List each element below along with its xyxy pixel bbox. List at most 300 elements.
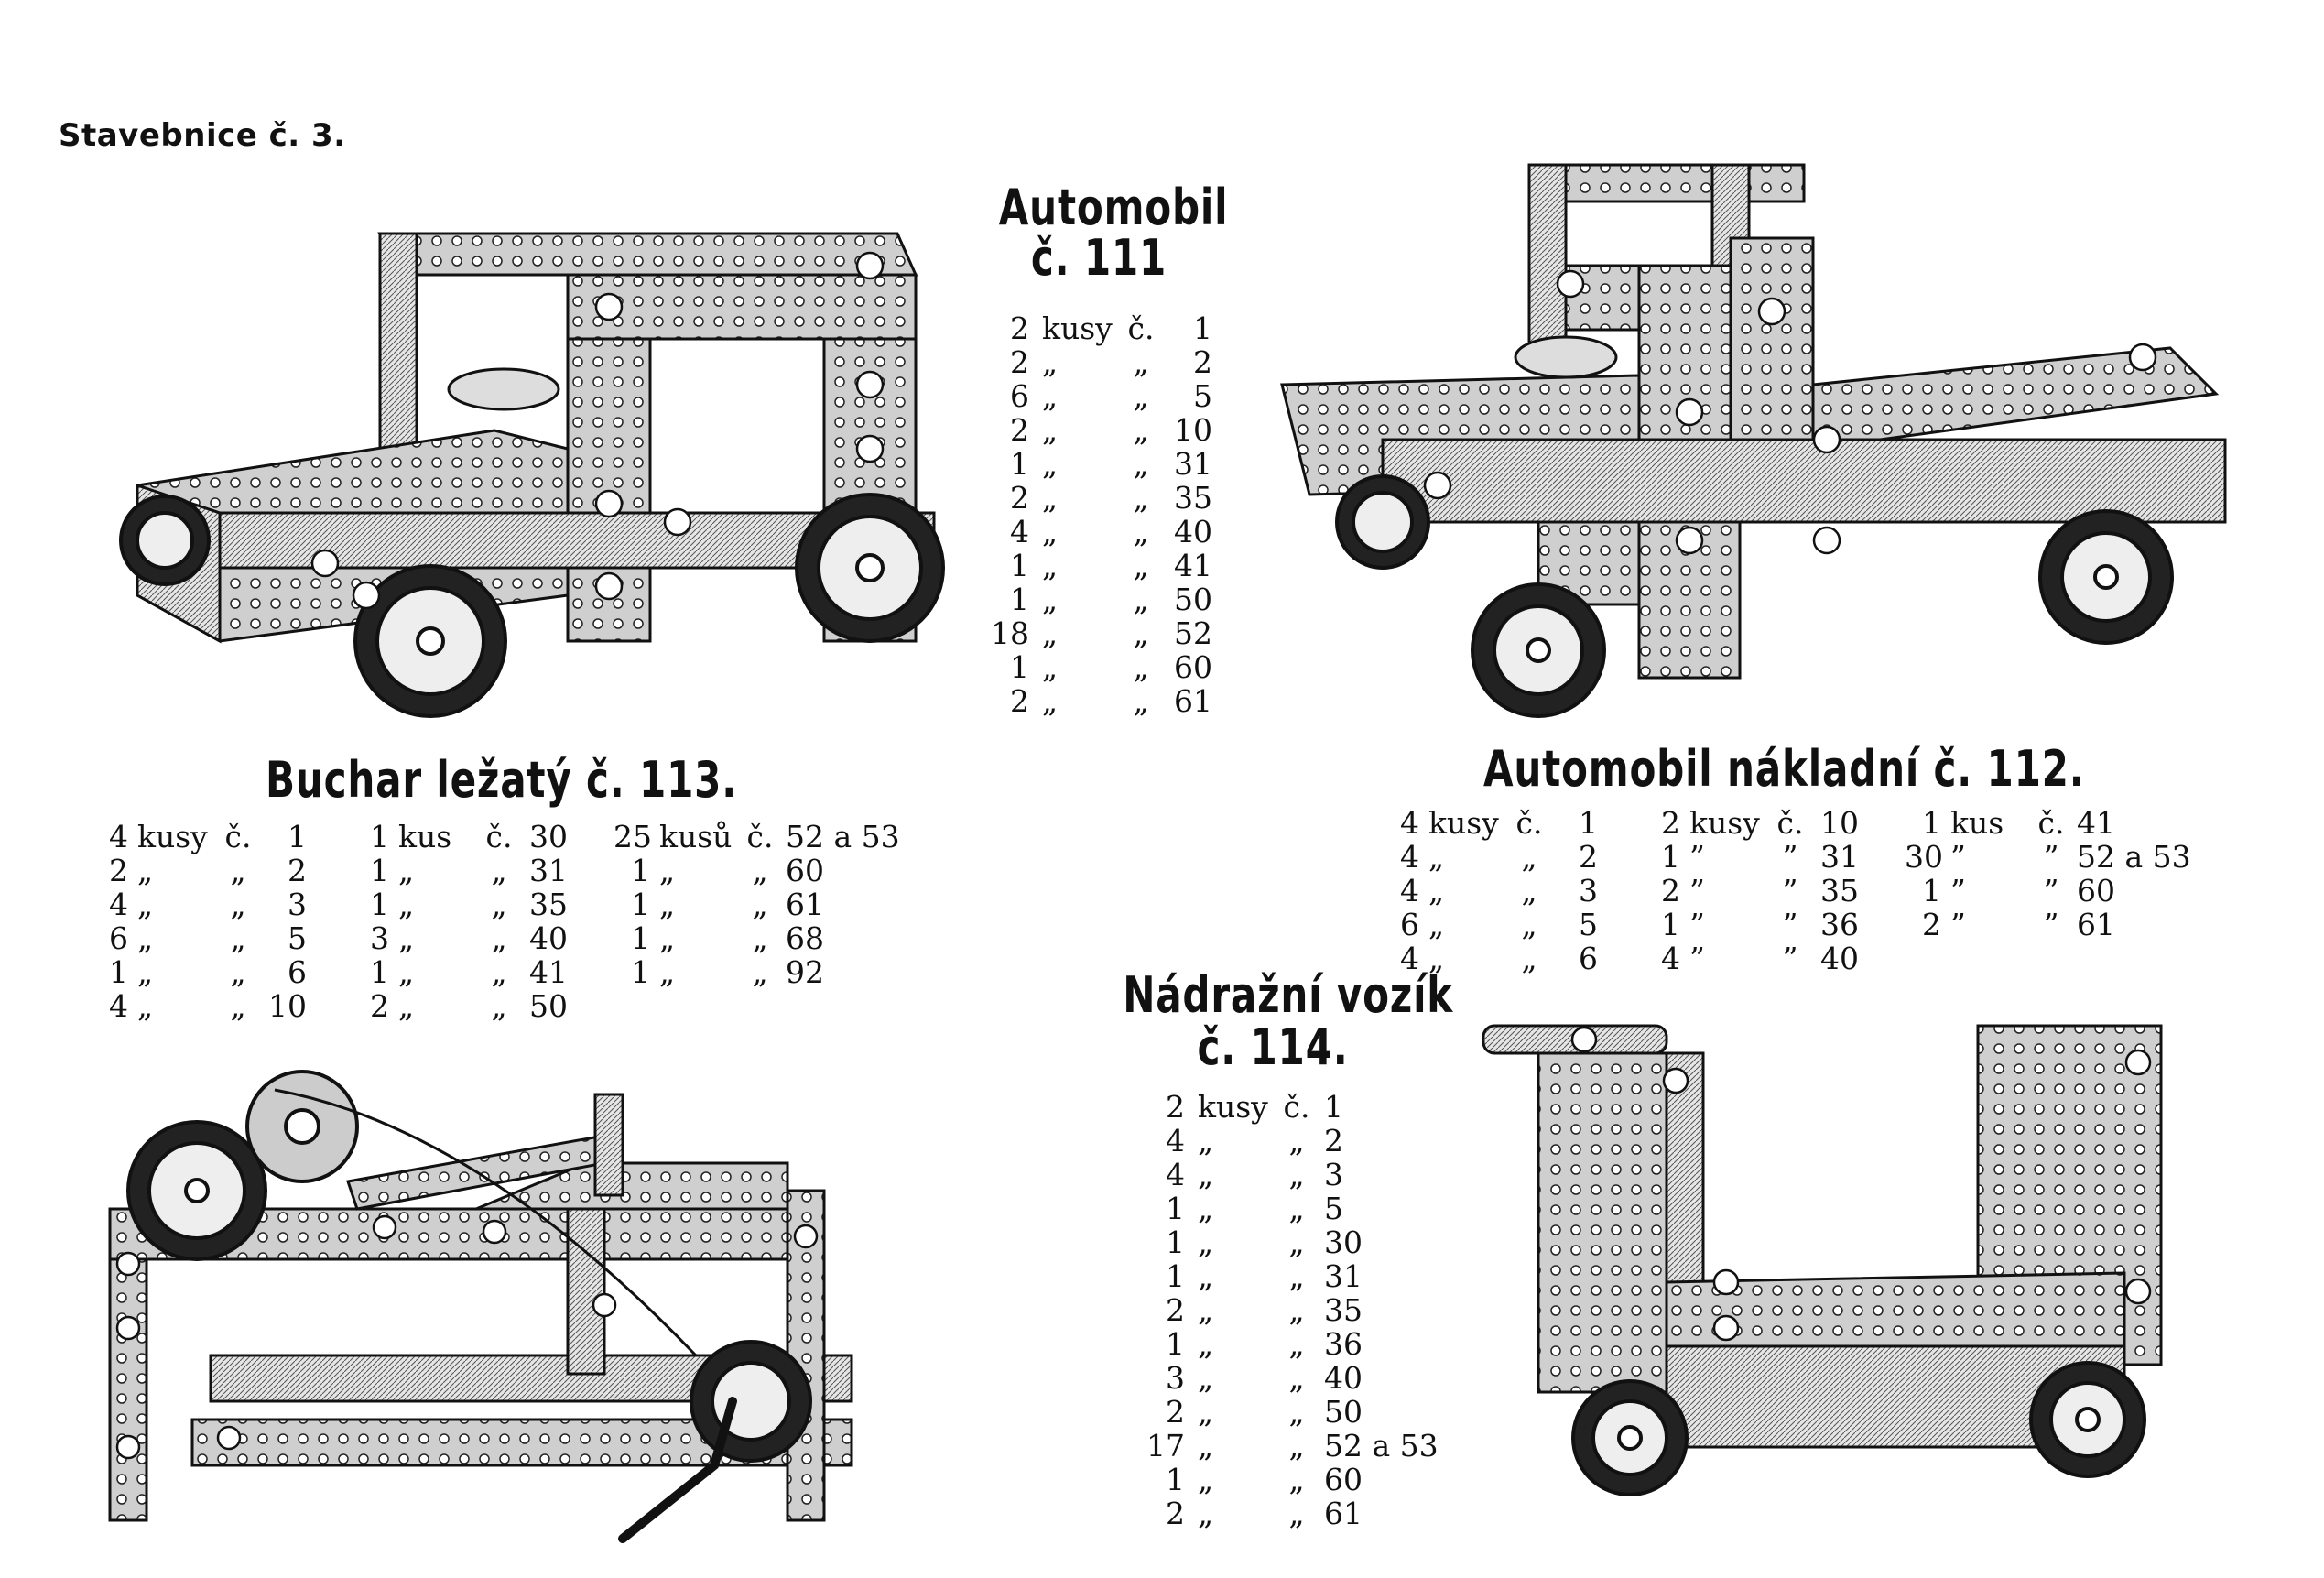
part-prefix: „	[230, 853, 246, 888]
parts-row	[1145, 1124, 1452, 1158]
part-number: 36	[1820, 907, 1859, 942]
part-prefix: „	[1288, 1123, 1305, 1159]
part-unit: kusy	[137, 819, 208, 854]
part-unit: „	[1042, 649, 1059, 685]
part-quantity: 1	[1166, 1191, 1185, 1226]
parts-row	[1145, 1463, 1452, 1496]
part-prefix: „	[1288, 1462, 1305, 1497]
part-unit: „	[1428, 941, 1445, 976]
model-111-parts-list	[989, 311, 1212, 718]
model-112-title: Automobil nákladní č. 112.	[1483, 740, 2085, 798]
parts-row	[92, 854, 343, 887]
part-number: 1	[1579, 805, 1598, 841]
part-number: 5	[1579, 907, 1598, 942]
part-quantity: 1	[370, 819, 389, 854]
part-prefix: „	[1133, 548, 1149, 583]
parts-row	[1145, 1225, 1452, 1259]
car-illustration	[64, 211, 980, 724]
model-113-title: Buchar ležatý č. 113.	[266, 751, 738, 809]
part-number: 52 a 53	[786, 819, 900, 854]
part-number: 5	[1324, 1191, 1343, 1226]
part-quantity: 1	[1010, 582, 1029, 617]
part-prefix: č.	[1127, 310, 1155, 346]
part-unit: „	[1198, 1496, 1214, 1531]
parts-row	[1644, 908, 1895, 941]
part-number: 61	[786, 887, 824, 922]
part-quantity: 1	[370, 887, 389, 922]
part-number: 61	[1324, 1496, 1363, 1531]
parts-row	[1905, 806, 2196, 840]
model-112-parts-col1	[1383, 806, 1634, 975]
part-prefix: „	[1288, 1360, 1305, 1396]
part-unit: „	[1198, 1157, 1214, 1192]
part-number: 31	[529, 853, 568, 888]
part-unit: „	[1198, 1191, 1214, 1226]
part-unit: „	[398, 988, 415, 1024]
part-prefix: „	[1133, 412, 1149, 448]
part-unit: kus	[398, 819, 452, 854]
part-unit: „	[1042, 480, 1059, 516]
part-number: 52 a 53	[2077, 839, 2191, 875]
part-number: 2	[1579, 839, 1598, 875]
model-114-title: Nádražní vozík	[1123, 966, 1454, 1024]
parts-row	[989, 515, 1212, 549]
parts-row	[614, 955, 905, 989]
part-prefix: „	[1288, 1428, 1305, 1464]
part-quantity: 1	[1010, 649, 1029, 685]
parts-row	[92, 955, 343, 989]
part-prefix: ”	[1782, 941, 1798, 976]
parts-row	[1644, 874, 1895, 908]
part-unit: „	[137, 887, 154, 922]
part-prefix: „	[1133, 446, 1149, 482]
part-unit: „	[1198, 1123, 1214, 1159]
part-quantity: 3	[1166, 1360, 1185, 1396]
parts-row	[92, 921, 343, 955]
parts-row	[353, 820, 604, 854]
part-unit: „	[1198, 1258, 1214, 1294]
part-unit: ”	[1689, 873, 1705, 909]
part-prefix: „	[1288, 1224, 1305, 1260]
part-prefix: č.	[224, 819, 252, 854]
part-quantity: 2	[1661, 873, 1680, 909]
part-prefix: „	[491, 920, 507, 956]
part-quantity: 2	[1010, 683, 1029, 719]
parts-row	[1905, 840, 2196, 874]
part-quantity: 1	[631, 954, 650, 990]
part-unit: „	[1428, 839, 1445, 875]
part-prefix: č.	[2037, 805, 2065, 841]
part-number: 6	[288, 954, 307, 990]
part-prefix: č.	[746, 819, 774, 854]
part-unit: „	[398, 954, 415, 990]
part-prefix: ”	[2043, 873, 2059, 909]
part-number: 31	[1174, 446, 1212, 482]
part-prefix: č.	[1283, 1089, 1310, 1125]
part-quantity: 2	[109, 853, 128, 888]
model-113-parts-col1	[92, 820, 343, 1023]
part-prefix: „	[1288, 1157, 1305, 1192]
parts-row	[1145, 1496, 1452, 1530]
part-prefix: „	[1288, 1326, 1305, 1362]
part-number: 40	[1820, 941, 1859, 976]
part-prefix: ”	[1782, 839, 1798, 875]
part-quantity: 4	[1166, 1123, 1185, 1159]
part-prefix: „	[491, 988, 507, 1024]
parts-row	[1383, 874, 1634, 908]
part-unit: „	[1428, 873, 1445, 909]
part-prefix: „	[491, 853, 507, 888]
part-prefix: „	[1133, 480, 1149, 516]
part-number: 1	[288, 819, 307, 854]
part-number: 10	[1820, 805, 1859, 841]
part-quantity: 1	[1166, 1462, 1185, 1497]
part-prefix: „	[1133, 649, 1149, 685]
part-quantity: 1	[631, 887, 650, 922]
part-prefix: č.	[1515, 805, 1543, 841]
part-number: 5	[288, 920, 307, 956]
parts-row	[989, 582, 1212, 616]
parts-row	[614, 921, 905, 955]
parts-row	[1383, 806, 1634, 840]
part-number: 6	[1579, 941, 1598, 976]
part-quantity: 1	[1166, 1326, 1185, 1362]
part-number: 50	[1324, 1394, 1363, 1430]
part-prefix: „	[230, 920, 246, 956]
part-prefix: „	[1521, 839, 1537, 875]
parts-row	[989, 616, 1212, 650]
part-quantity: 1	[370, 954, 389, 990]
part-prefix: ”	[2043, 839, 2059, 875]
part-unit: „	[1042, 446, 1059, 482]
part-quantity: 18	[991, 615, 1029, 651]
part-unit: kusů	[659, 819, 733, 854]
part-number: 60	[1324, 1462, 1363, 1497]
parts-row	[614, 820, 905, 854]
part-prefix: „	[1288, 1258, 1305, 1294]
parts-row	[989, 379, 1212, 413]
part-unit: „	[137, 954, 154, 990]
parts-row	[1644, 806, 1895, 840]
parts-row	[1145, 1192, 1452, 1225]
part-unit: kus	[1950, 805, 2004, 841]
part-quantity: 4	[109, 887, 128, 922]
parts-row	[1145, 1090, 1452, 1124]
part-unit: „	[659, 887, 676, 922]
part-unit: „	[1042, 514, 1059, 550]
part-number: 50	[529, 988, 568, 1024]
model-113-parts	[92, 820, 905, 1023]
part-prefix: „	[1521, 907, 1537, 942]
part-number: 92	[786, 954, 824, 990]
part-number: 60	[786, 853, 824, 888]
part-prefix: „	[1133, 683, 1149, 719]
part-quantity: 1	[109, 954, 128, 990]
part-prefix: „	[752, 954, 768, 990]
parts-row	[353, 921, 604, 955]
part-quantity: 2	[1010, 480, 1029, 516]
part-number: 3	[1579, 873, 1598, 909]
part-unit: ”	[1950, 907, 1966, 942]
part-unit: „	[137, 920, 154, 956]
part-quantity: 1	[631, 853, 650, 888]
model-114-block	[1081, 966, 1465, 1076]
part-unit: „	[1198, 1292, 1214, 1328]
part-unit: „	[1428, 907, 1445, 942]
parts-row	[1383, 908, 1634, 941]
parts-row	[989, 413, 1212, 447]
part-quantity: 4	[109, 819, 128, 854]
part-number: 36	[1324, 1326, 1363, 1362]
part-unit: „	[1198, 1394, 1214, 1430]
part-prefix: „	[1521, 941, 1537, 976]
part-unit: „	[1042, 412, 1059, 448]
part-prefix: „	[1133, 378, 1149, 414]
part-quantity: 6	[1400, 907, 1419, 942]
part-unit: „	[137, 988, 154, 1024]
part-number: 5	[1193, 378, 1212, 414]
part-unit: kusy	[1042, 310, 1113, 346]
part-prefix: „	[230, 954, 246, 990]
parts-row	[353, 854, 604, 887]
part-unit: ”	[1689, 907, 1705, 942]
part-quantity: 1	[1661, 839, 1680, 875]
part-number: 68	[786, 920, 824, 956]
part-quantity: 1	[1661, 907, 1680, 942]
part-unit: „	[659, 920, 676, 956]
parts-row	[1145, 1158, 1452, 1192]
part-number: 10	[1174, 412, 1212, 448]
part-quantity: 2	[1010, 310, 1029, 346]
parts-row	[989, 345, 1212, 379]
part-quantity: 1	[1166, 1224, 1185, 1260]
part-quantity: 2	[1010, 412, 1029, 448]
part-prefix: „	[1288, 1191, 1305, 1226]
part-unit: ”	[1950, 873, 1966, 909]
part-quantity: 4	[1400, 805, 1419, 841]
parts-row	[353, 887, 604, 921]
part-number: 3	[288, 887, 307, 922]
part-unit: „	[1042, 548, 1059, 583]
parts-row	[989, 684, 1212, 718]
parts-row	[989, 311, 1212, 345]
page-header: Stavebnice č. 3.	[59, 117, 346, 154]
part-quantity: 2	[370, 988, 389, 1024]
part-number: 31	[1820, 839, 1859, 875]
part-quantity: 6	[109, 920, 128, 956]
part-prefix: „	[491, 954, 507, 990]
parts-row	[989, 549, 1212, 582]
model-112-parts-col2	[1644, 806, 1895, 975]
parts-row	[1383, 840, 1634, 874]
part-quantity: 2	[1166, 1292, 1185, 1328]
part-quantity: 1	[1166, 1258, 1185, 1294]
part-prefix: ”	[2043, 907, 2059, 942]
part-unit: „	[1042, 615, 1059, 651]
part-unit: kusy	[1198, 1089, 1268, 1125]
part-number: 31	[1324, 1258, 1363, 1294]
truck-illustration	[1273, 137, 2243, 714]
parts-row	[1905, 908, 2196, 941]
model-113-parts-col2	[353, 820, 604, 1023]
parts-row	[1145, 1327, 1452, 1361]
model-112-parts-col3	[1905, 806, 2196, 975]
part-prefix: č.	[485, 819, 513, 854]
part-unit: „	[137, 853, 154, 888]
part-unit: „	[1198, 1360, 1214, 1396]
part-quantity: 4	[1400, 941, 1419, 976]
part-prefix: „	[230, 887, 246, 922]
parts-row	[1145, 1293, 1452, 1327]
parts-row	[1145, 1259, 1452, 1293]
part-prefix: „	[1521, 873, 1537, 909]
part-quantity: 1	[1010, 446, 1029, 482]
parts-row	[989, 447, 1212, 481]
part-number: 40	[529, 920, 568, 956]
part-unit: kusy	[1689, 805, 1760, 841]
part-quantity: 2	[1166, 1089, 1185, 1125]
part-prefix: „	[1133, 615, 1149, 651]
part-quantity: 4	[1400, 839, 1419, 875]
parts-row	[614, 887, 905, 921]
part-quantity: 4	[1400, 873, 1419, 909]
part-quantity: 2	[1922, 907, 1941, 942]
part-number: 60	[1174, 649, 1212, 685]
part-unit: kusy	[1428, 805, 1499, 841]
part-number: 2	[1324, 1123, 1343, 1159]
parts-row	[353, 989, 604, 1023]
part-quantity: 1	[631, 920, 650, 956]
part-prefix: „	[1288, 1292, 1305, 1328]
parts-row	[989, 650, 1212, 684]
part-number: 10	[268, 988, 307, 1024]
part-unit: „	[1198, 1462, 1214, 1497]
part-number: 41	[2077, 805, 2115, 841]
model-111-block	[971, 179, 1227, 287]
part-quantity: 2	[1166, 1496, 1185, 1531]
model-114-number: č. 114.	[1197, 1018, 1349, 1076]
parts-row	[1145, 1361, 1452, 1395]
part-unit: „	[398, 853, 415, 888]
part-unit: ”	[1950, 839, 1966, 875]
part-number: 40	[1174, 514, 1212, 550]
part-quantity: 25	[614, 819, 652, 854]
part-number: 35	[1820, 873, 1859, 909]
part-number: 3	[1324, 1157, 1343, 1192]
part-number: 30	[529, 819, 568, 854]
part-prefix: „	[1288, 1394, 1305, 1430]
part-prefix: „	[1133, 514, 1149, 550]
parts-row	[614, 854, 905, 887]
parts-row	[1905, 874, 2196, 908]
part-prefix: ”	[1782, 873, 1798, 909]
parts-row	[92, 989, 343, 1023]
part-quantity: 2	[1010, 344, 1029, 380]
part-quantity: 17	[1146, 1428, 1185, 1464]
part-quantity: 3	[370, 920, 389, 956]
part-unit: „	[1042, 378, 1059, 414]
part-unit: „	[659, 853, 676, 888]
part-unit: „	[1042, 683, 1059, 719]
parts-row	[92, 887, 343, 921]
part-number: 40	[1324, 1360, 1363, 1396]
part-prefix: ”	[1782, 907, 1798, 942]
model-113-parts-col3	[614, 820, 905, 1023]
part-prefix: „	[1133, 582, 1149, 617]
part-number: 61	[2077, 907, 2115, 942]
part-unit: „	[1198, 1224, 1214, 1260]
part-quantity: 30	[1905, 839, 1943, 875]
part-prefix: „	[1133, 344, 1149, 380]
part-unit: „	[1198, 1326, 1214, 1362]
part-prefix: „	[230, 988, 246, 1024]
part-quantity: 1	[1922, 873, 1941, 909]
part-number: 52	[1174, 615, 1212, 651]
part-prefix: č.	[1776, 805, 1804, 841]
part-prefix: „	[1288, 1496, 1305, 1531]
part-number: 2	[288, 853, 307, 888]
part-number: 35	[1174, 480, 1212, 516]
part-prefix: „	[491, 887, 507, 922]
part-number: 35	[529, 887, 568, 922]
part-number: 1	[1193, 310, 1212, 346]
parts-row	[1644, 941, 1895, 975]
part-unit: „	[398, 887, 415, 922]
part-number: 52 a 53	[1324, 1428, 1439, 1464]
model-114-parts-list	[1145, 1090, 1452, 1530]
part-prefix: „	[752, 853, 768, 888]
parts-row	[353, 955, 604, 989]
part-unit: „	[1198, 1428, 1214, 1464]
part-quantity: 1	[370, 853, 389, 888]
part-quantity: 2	[1166, 1394, 1185, 1430]
part-unit: ”	[1689, 941, 1705, 976]
model-111-number: č. 111	[1030, 229, 1167, 287]
parts-row	[989, 481, 1212, 515]
part-unit: ”	[1689, 839, 1705, 875]
part-prefix: „	[752, 887, 768, 922]
part-number: 30	[1324, 1224, 1363, 1260]
part-quantity: 4	[1010, 514, 1029, 550]
part-quantity: 4	[1661, 941, 1680, 976]
part-quantity: 1	[1010, 548, 1029, 583]
model-112-parts	[1383, 806, 2196, 975]
part-number: 1	[1324, 1089, 1343, 1125]
part-unit: „	[1042, 344, 1059, 380]
part-number: 2	[1193, 344, 1212, 380]
part-number: 60	[2077, 873, 2115, 909]
part-number: 50	[1174, 582, 1212, 617]
parts-row	[1145, 1429, 1452, 1463]
hammer-illustration	[92, 1026, 916, 1557]
part-quantity: 4	[1166, 1157, 1185, 1192]
part-number: 61	[1174, 683, 1212, 719]
part-number: 41	[529, 954, 568, 990]
model-111-title: Automobil	[998, 179, 1229, 236]
parts-row	[1644, 840, 1895, 874]
part-prefix: „	[752, 920, 768, 956]
parts-row	[1145, 1395, 1452, 1429]
part-quantity: 4	[109, 988, 128, 1024]
part-number: 41	[1174, 548, 1212, 583]
part-quantity: 1	[1922, 805, 1941, 841]
part-quantity: 6	[1010, 378, 1029, 414]
part-unit: „	[398, 920, 415, 956]
part-number: 35	[1324, 1292, 1363, 1328]
cart-illustration	[1465, 998, 2198, 1548]
part-quantity: 2	[1661, 805, 1680, 841]
part-unit: „	[659, 954, 676, 990]
